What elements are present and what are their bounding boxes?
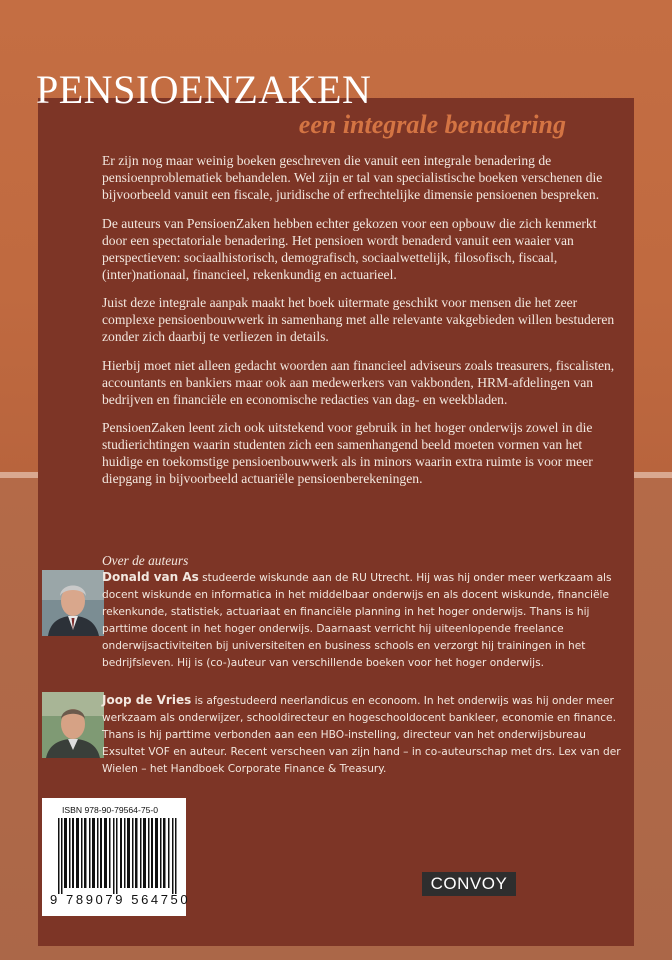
book-title: PENSIOENZAKEN — [36, 67, 372, 112]
blurb — [102, 152, 618, 499]
author-portrait-icon — [42, 692, 104, 758]
author-bio-text: studeerde wiskunde aan de RU Utrecht. Hij was hij onder meer werkzaam als docent wiskunde en informatica in het middelbaar onderwijs en als docent wiskunde, financiële rekenkunde, statistiek, actuariaat en financiële planning in het hoger onderwijs. Thans is hij parttime docent in het hoger onderwijs. Daarnaast verricht hij uiteenlopende freelance onderwijsactiviteiten bij universiteiten en business schools en verzorgt hij trainingen in het bedrijfsleven. Hij is (co-)auteur van verschillende boeken voor het hoger onderwijs. — [102, 572, 612, 669]
author-bio-text: is afgestudeerd neerlandicus en econoom. In het onderwijs was hij onder meer werkzaam als onderwijzer, schooldirecteur en hogeschooldocent bankleer, economie en finance. Thans is hij parttime verbonden aan een HBO-instelling, directeur van het onderwijsbureau Exsultet VOF en auteur. Recent verscheen van zijn hand – in co-auteurschap met drs. Lex van der Wielen – het Handboek Corporate Finance & Treasury. — [102, 695, 621, 775]
publisher-logo: CONVOY — [422, 872, 516, 896]
author-bio-2 — [102, 692, 630, 778]
blurb-paragraph: Er zijn nog maar weinig boeken geschreven die vanuit een integrale benadering de pensioenproblematiek behandelen. Wel zijn er tal van specialistische boeken verschenen die bijvoorbeeld vanuit een fiscale, juridische of erfrechtelijke dimensie pensioenen bespreken. — [102, 153, 603, 202]
author-portrait-icon — [42, 570, 104, 636]
blurb-paragraph: De auteurs van PensioenZaken hebben echter gekozen voor een opbouw die zich kenmerkt door een spectatoriale benadering. Het pensioen wordt benaderd vanuit een waaier van perspectieven: sociaalhistorisch, demografisch, sociaalwettelijk, filosofisch, fiscaal, (inter)nationaal, financieel, rekenkundig en actuarieel. — [102, 215, 597, 282]
author-name: Donald van As — [102, 570, 199, 584]
blurb-paragraph: PensioenZaken leent zich ook uitstekend voor gebruik in het hoger onderwijs zowel in die studierichtingen waarin studenten zich een samenhangend beeld moeten vormen van het huidige en toekomstige pensioenbouwwerk als in minors waarin extra ruimte is voor meer diepgang in bijvoorbeeld actuariële pensioenberekeningen. — [102, 420, 593, 486]
author-photo-joop-de-vries — [42, 692, 104, 758]
barcode-icon — [58, 818, 180, 894]
author-name: Joop de Vries — [102, 693, 192, 707]
author-photo-donald-van-as — [42, 570, 104, 636]
isbn-label: ISBN 978-90-79564-75-0 — [62, 805, 159, 815]
authors-heading: Over de auteurs — [102, 553, 189, 568]
author-bio-1 — [102, 569, 630, 672]
barcode-digits: 9 789079 564750 — [50, 892, 191, 907]
blurb-paragraph: Juist deze integrale aanpak maakt het boek uitermate geschikt voor mensen die het zeer complexe pensioenbouwwerk in samenhang met alle relevante vakgebieden willen bestuderen zonder zich daarbij te verliezen in details. — [102, 295, 615, 344]
book-subtitle: een integrale benadering — [298, 110, 566, 139]
blurb-paragraph: Hierbij moet niet alleen gedacht woorden aan financieel adviseurs zoals treasurers, fiscalisten, accountants en bankiers maar ook aan medewerkers van vakbonden, HRM-afdelingen van bedrijven en financiële en economische redacties van dag- en weekbladen. — [102, 357, 615, 407]
